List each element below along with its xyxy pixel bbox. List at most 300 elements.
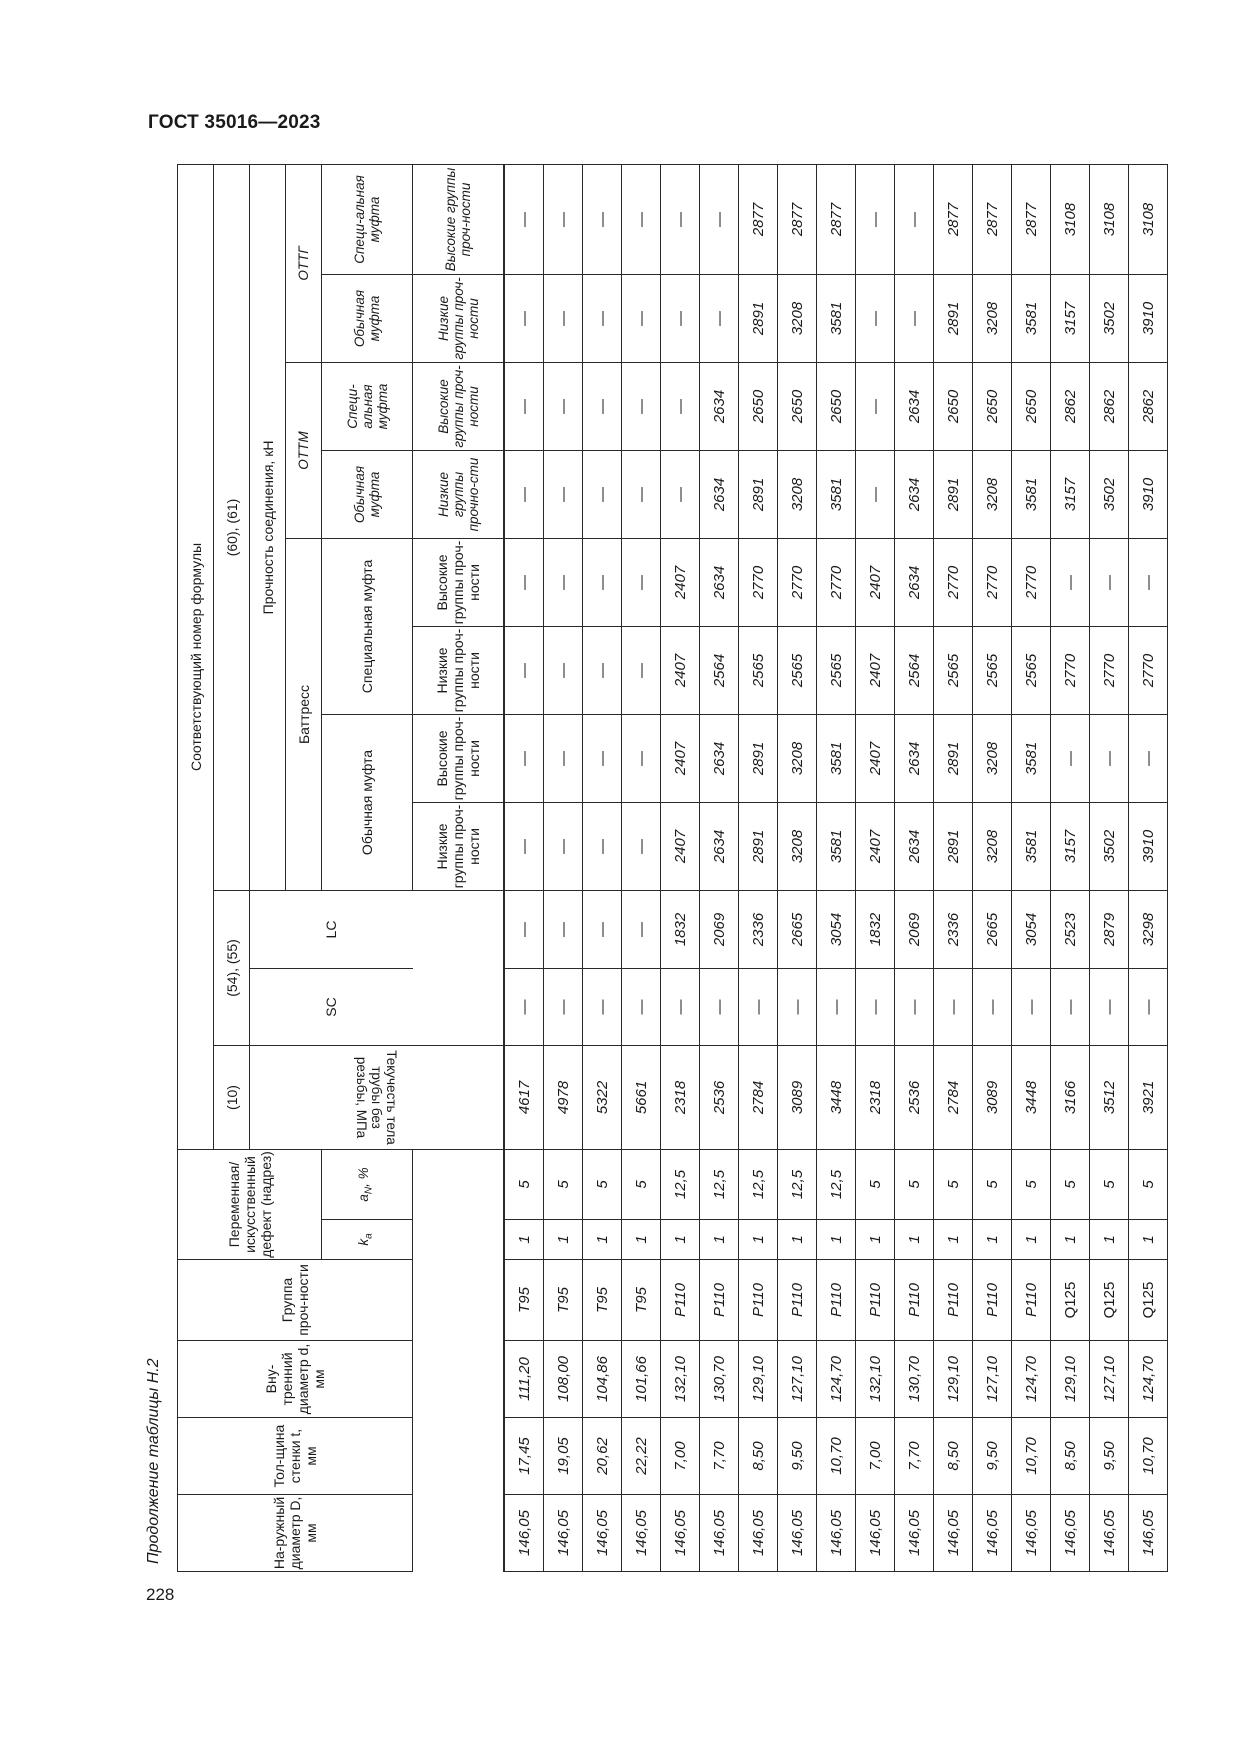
table-cell: 4978 — [544, 1045, 583, 1149]
table-cell: 2770 — [1129, 626, 1168, 714]
table-row — [504, 164, 544, 1571]
table-cell: — — [856, 164, 895, 274]
header-ottg-normal: Обычная муфта — [322, 274, 413, 362]
table-cell: 2770 — [973, 538, 1012, 626]
table-cell: — — [1090, 714, 1129, 802]
table-cell: 2634 — [895, 802, 934, 890]
table-cell: 3208 — [778, 450, 817, 538]
table-cell: 1 — [1012, 1220, 1051, 1260]
table-cell: 2565 — [973, 626, 1012, 714]
table-cell: — — [504, 538, 544, 626]
table-cell: 2336 — [934, 890, 973, 968]
table-cell: 146,05 — [583, 1495, 622, 1572]
table-cell: 2665 — [778, 890, 817, 968]
table-cell: 8,50 — [1051, 1418, 1090, 1495]
table-cell: 2407 — [661, 714, 700, 802]
header-ka: $k_a$ — [322, 1220, 413, 1260]
table-cell: — — [1129, 968, 1168, 1045]
table-cell: 2634 — [895, 450, 934, 538]
table-cell: — — [778, 968, 817, 1045]
table-cell: 5661 — [622, 1045, 661, 1149]
table-cell: 1 — [661, 1220, 700, 1260]
table-cell: 2862 — [1090, 362, 1129, 450]
table-cell: — — [1051, 538, 1090, 626]
table-cell: Q125 — [1051, 1260, 1090, 1341]
table-cell: 146,05 — [622, 1495, 661, 1572]
table-cell: 129,10 — [739, 1341, 778, 1418]
header-ottm-low: Низкие группы прочно-сти — [413, 450, 505, 538]
table-cell: 2891 — [934, 274, 973, 362]
table-cell: — — [583, 362, 622, 450]
table-cell: — — [544, 714, 583, 802]
table-cell: 1 — [622, 1220, 661, 1260]
header-ottm: ОТТМ — [286, 362, 322, 538]
table-cell: P110 — [895, 1260, 934, 1341]
table-cell: — — [661, 362, 700, 450]
table-cell: 5322 — [583, 1045, 622, 1149]
table-cell: 1 — [1129, 1220, 1168, 1260]
table-cell: P110 — [1012, 1260, 1051, 1341]
table-cell: 1 — [1051, 1220, 1090, 1260]
table-cell: P110 — [856, 1260, 895, 1341]
table-cell: 2862 — [1051, 362, 1090, 450]
table-cell: 1 — [739, 1220, 778, 1260]
table-cell: — — [856, 968, 895, 1045]
table-cell: 5 — [856, 1149, 895, 1219]
table-cell: 22,22 — [622, 1418, 661, 1495]
table-cell: 1 — [934, 1220, 973, 1260]
table-cell: 3581 — [817, 450, 856, 538]
table-cell: — — [583, 450, 622, 538]
table-row — [1129, 164, 1168, 1571]
table-cell: 2891 — [934, 802, 973, 890]
table-cell: 2565 — [778, 626, 817, 714]
table-cell: 1 — [700, 1220, 739, 1260]
table-cell: 7,00 — [856, 1418, 895, 1495]
table-body — [504, 164, 1168, 1571]
table-cell: — — [583, 714, 622, 802]
table-row — [739, 164, 778, 1571]
header-lc: LC — [250, 890, 413, 968]
table-cell: 3208 — [973, 714, 1012, 802]
header-buttress-normal-high: Высокие группы проч-ности — [413, 714, 505, 802]
table-cell: 3208 — [778, 802, 817, 890]
header-formula-54-55: (54), (55) — [214, 890, 250, 1045]
table-cell: — — [583, 626, 622, 714]
table-cell: 5 — [1090, 1149, 1129, 1219]
table-cell: — — [544, 362, 583, 450]
header-ottg-special: Специ-альная муфта — [322, 164, 413, 274]
header-strength-group: Группа проч-ности — [178, 1260, 413, 1341]
table-cell: 19,05 — [544, 1418, 583, 1495]
table-cell: 2634 — [700, 714, 739, 802]
table-cell: 2407 — [856, 802, 895, 890]
header-ottg-low: Низкие группы проч-ности — [413, 274, 505, 362]
table-cell: 2877 — [973, 164, 1012, 274]
table-cell: 3157 — [1051, 802, 1090, 890]
header-ottm-special: Специ-альная муфта — [322, 362, 413, 450]
table-cell: 2634 — [700, 538, 739, 626]
table-cell: 8,50 — [934, 1418, 973, 1495]
table-cell: 3581 — [817, 802, 856, 890]
table-cell: — — [622, 802, 661, 890]
table-cell: 12,5 — [778, 1149, 817, 1219]
table-cell: 9,50 — [1090, 1418, 1129, 1495]
table-cell: 2318 — [661, 1045, 700, 1149]
table-cell: 2891 — [739, 714, 778, 802]
table-cell: 2650 — [1012, 362, 1051, 450]
header-ottg-high: Высокие группы проч-ности — [413, 164, 505, 274]
table-cell: 124,70 — [1012, 1341, 1051, 1418]
table-cell: 2564 — [700, 626, 739, 714]
header-buttress: Баттресс — [286, 538, 322, 890]
table-cell: 3581 — [1012, 450, 1051, 538]
table-cell: 1 — [544, 1220, 583, 1260]
table-cell: 146,05 — [856, 1495, 895, 1572]
table-cell: 1 — [856, 1220, 895, 1260]
table-cell: 127,10 — [778, 1341, 817, 1418]
table-cell: 146,05 — [504, 1495, 544, 1572]
header-an: $a_N$, % — [322, 1149, 413, 1219]
table-cell: — — [1129, 538, 1168, 626]
table-cell: 130,70 — [895, 1341, 934, 1418]
table-cell: P110 — [973, 1260, 1012, 1341]
table-cell: 3502 — [1090, 802, 1129, 890]
table-cell: 5 — [895, 1149, 934, 1219]
table-cell: 1 — [583, 1220, 622, 1260]
table-cell: 2784 — [739, 1045, 778, 1149]
table-row — [700, 164, 739, 1571]
table-cell: 3502 — [1090, 274, 1129, 362]
table-row — [1051, 164, 1090, 1571]
table-cell: — — [544, 450, 583, 538]
table-cell: 2650 — [934, 362, 973, 450]
table-cell: 2336 — [739, 890, 778, 968]
table-row — [817, 164, 856, 1571]
table-cell: 10,70 — [1129, 1418, 1168, 1495]
table-cell: — — [622, 450, 661, 538]
table-cell: 146,05 — [661, 1495, 700, 1572]
table-cell: — — [700, 164, 739, 274]
table-cell: 3298 — [1129, 890, 1168, 968]
header-buttress-normal-low: Низкие группы проч-ности — [413, 802, 505, 890]
table-cell: 2877 — [1012, 164, 1051, 274]
table-cell: 12,5 — [739, 1149, 778, 1219]
table-cell: 3910 — [1129, 450, 1168, 538]
table-cell: 124,70 — [817, 1341, 856, 1418]
table-cell: — — [583, 802, 622, 890]
table-cell: 2407 — [661, 802, 700, 890]
table-cell: 3581 — [1012, 802, 1051, 890]
table-container — [177, 164, 1168, 1572]
table-row — [544, 164, 583, 1571]
table-cell: 3910 — [1129, 274, 1168, 362]
header-joint-strength: Прочность соединения, кН — [250, 164, 286, 890]
table-cell: 2407 — [856, 538, 895, 626]
table-cell: 2877 — [817, 164, 856, 274]
table-caption: Продолжение таблицы Н.2 — [145, 1358, 162, 1564]
table-cell: 2877 — [778, 164, 817, 274]
table-cell: 2407 — [856, 714, 895, 802]
table-cell: 2770 — [934, 538, 973, 626]
table-cell: — — [583, 538, 622, 626]
header-formula-number: Соответствующий номер формулы — [178, 164, 214, 1149]
table-cell: 3910 — [1129, 802, 1168, 890]
table-cell: 2891 — [739, 450, 778, 538]
table-cell: — — [544, 164, 583, 274]
table-cell: 1832 — [856, 890, 895, 968]
table-cell: — — [504, 968, 544, 1045]
table-cell: — — [973, 968, 1012, 1045]
table-cell: 5 — [622, 1149, 661, 1219]
table-cell: 146,05 — [739, 1495, 778, 1572]
table-cell: — — [583, 968, 622, 1045]
table-cell: 2891 — [934, 714, 973, 802]
table-cell: P110 — [661, 1260, 700, 1341]
table-cell: 12,5 — [700, 1149, 739, 1219]
table-cell: — — [1129, 714, 1168, 802]
table-cell: 3581 — [1012, 274, 1051, 362]
table-cell: 146,05 — [895, 1495, 934, 1572]
table-cell: 2891 — [739, 274, 778, 362]
table-cell: — — [817, 968, 856, 1045]
table-cell: — — [622, 274, 661, 362]
table-cell: 2634 — [895, 538, 934, 626]
table-cell: 132,10 — [661, 1341, 700, 1418]
table-cell: — — [504, 362, 544, 450]
table-cell: — — [1051, 968, 1090, 1045]
table-cell: — — [934, 968, 973, 1045]
table-cell: — — [700, 274, 739, 362]
table-cell: 2565 — [934, 626, 973, 714]
table-cell: 101,66 — [622, 1341, 661, 1418]
table-cell: — — [622, 626, 661, 714]
table-cell: Q125 — [1129, 1260, 1168, 1341]
table-cell: — — [504, 802, 544, 890]
table-cell: 1832 — [661, 890, 700, 968]
table-cell: 2634 — [895, 714, 934, 802]
table-row — [1090, 164, 1129, 1571]
header-buttress-special-high: Высокие группы проч-ности — [413, 538, 505, 626]
table-cell: 2784 — [934, 1045, 973, 1149]
table-cell: 3502 — [1090, 450, 1129, 538]
table-cell: 2770 — [1012, 538, 1051, 626]
table-cell: 9,50 — [778, 1418, 817, 1495]
table-cell: 10,70 — [817, 1418, 856, 1495]
table-cell: 3054 — [817, 890, 856, 968]
table-cell: — — [504, 274, 544, 362]
table-cell: 10,70 — [1012, 1418, 1051, 1495]
table-cell: 8,50 — [739, 1418, 778, 1495]
table-cell: 2770 — [817, 538, 856, 626]
table-cell: 2634 — [700, 802, 739, 890]
table-cell: 5 — [1051, 1149, 1090, 1219]
table-cell: P110 — [700, 1260, 739, 1341]
table-cell: — — [661, 450, 700, 538]
table-cell: 2650 — [739, 362, 778, 450]
table-cell: 12,5 — [817, 1149, 856, 1219]
table-cell: 2407 — [661, 538, 700, 626]
table-cell: — — [544, 802, 583, 890]
rotated-table-block — [145, 167, 1161, 1572]
table-row — [973, 164, 1012, 1571]
table-cell: — — [856, 450, 895, 538]
table-cell: 2069 — [700, 890, 739, 968]
table-cell: 108,00 — [544, 1341, 583, 1418]
table-row — [1012, 164, 1051, 1571]
table-cell: — — [504, 890, 544, 968]
table-cell: 127,10 — [973, 1341, 1012, 1418]
table-row — [622, 164, 661, 1571]
table-cell: — — [583, 274, 622, 362]
table-cell: — — [622, 362, 661, 450]
table-cell: 1 — [973, 1220, 1012, 1260]
table-cell: — — [1051, 714, 1090, 802]
table-cell: 7,70 — [700, 1418, 739, 1495]
table-cell: — — [856, 274, 895, 362]
table-cell: — — [1012, 968, 1051, 1045]
table-cell: 3054 — [1012, 890, 1051, 968]
table-cell: — — [700, 968, 739, 1045]
table-cell: — — [622, 538, 661, 626]
an-subscript: N — [363, 1186, 375, 1195]
header-sc: SC — [250, 968, 413, 1045]
table-cell: 5 — [1129, 1149, 1168, 1219]
table-cell: 2634 — [895, 362, 934, 450]
table-cell: 2564 — [895, 626, 934, 714]
table-cell: 2634 — [700, 362, 739, 450]
table-cell: 146,05 — [778, 1495, 817, 1572]
header-outer-diameter: На-ружный диаметр D, мм — [178, 1495, 413, 1572]
table-cell: 3108 — [1051, 164, 1090, 274]
table-cell: — — [622, 968, 661, 1045]
table-cell: — — [622, 890, 661, 968]
table-cell: P110 — [817, 1260, 856, 1341]
table-cell: T95 — [583, 1260, 622, 1341]
table-cell: 5 — [544, 1149, 583, 1219]
table-cell: 129,10 — [934, 1341, 973, 1418]
table-cell: 2565 — [817, 626, 856, 714]
table-cell: 1 — [895, 1220, 934, 1260]
table-cell: — — [622, 164, 661, 274]
table-cell: 5 — [973, 1149, 1012, 1219]
header-special-coupling: Специальная муфта — [322, 538, 413, 714]
table-cell: 3089 — [778, 1045, 817, 1149]
table-cell: 146,05 — [1090, 1495, 1129, 1572]
table-cell: 3108 — [1129, 164, 1168, 274]
table-cell: — — [583, 164, 622, 274]
table-cell: 3448 — [1012, 1045, 1051, 1149]
table-cell: T95 — [622, 1260, 661, 1341]
table-cell: 2665 — [973, 890, 1012, 968]
table-cell: 2650 — [817, 362, 856, 450]
table-cell: 130,70 — [700, 1341, 739, 1418]
table-cell: 3448 — [817, 1045, 856, 1149]
table-cell: 17,45 — [504, 1418, 544, 1495]
header-formula-60-61: (60), (61) — [214, 164, 250, 890]
table-cell: 2770 — [739, 538, 778, 626]
table-cell: 146,05 — [544, 1495, 583, 1572]
header-body-yield-text: Текучесть тела трубы без резьбы, МПа — [354, 1050, 399, 1145]
table-cell: 2634 — [700, 450, 739, 538]
table-cell: P110 — [934, 1260, 973, 1341]
table-cell: 124,70 — [1129, 1341, 1168, 1418]
table-cell: 2407 — [856, 626, 895, 714]
table-cell: 1 — [1090, 1220, 1129, 1260]
table-cell: 1 — [504, 1220, 544, 1260]
table-cell: 3208 — [973, 450, 1012, 538]
table-cell: 2650 — [973, 362, 1012, 450]
table-cell: 12,5 — [661, 1149, 700, 1219]
table-cell: 146,05 — [973, 1495, 1012, 1572]
header-body-yield — [250, 1045, 505, 1149]
table-cell: Q125 — [1090, 1260, 1129, 1341]
table-cell: 2891 — [739, 802, 778, 890]
table-cell: 2069 — [895, 890, 934, 968]
table-cell: 5 — [504, 1149, 544, 1219]
table-cell: — — [895, 968, 934, 1045]
header-spacer-sc — [413, 968, 505, 1045]
table-cell: — — [895, 274, 934, 362]
table-cell: — — [504, 450, 544, 538]
table-cell: 2877 — [739, 164, 778, 274]
table-cell: P110 — [739, 1260, 778, 1341]
table-cell: T95 — [544, 1260, 583, 1341]
header-formula-10: (10) — [214, 1045, 250, 1149]
table-cell: P110 — [778, 1260, 817, 1341]
table-cell: 2862 — [1129, 362, 1168, 450]
table-row — [856, 164, 895, 1571]
table-cell: 3208 — [778, 714, 817, 802]
table-cell: 3208 — [973, 274, 1012, 362]
table-cell: T95 — [504, 1260, 544, 1341]
header-spacer-lc — [413, 890, 505, 968]
table-cell: — — [661, 274, 700, 362]
table-cell: 3581 — [1012, 714, 1051, 802]
table-cell: 3921 — [1129, 1045, 1168, 1149]
table-row — [895, 164, 934, 1571]
table-row — [583, 164, 622, 1571]
table-cell: 2650 — [778, 362, 817, 450]
table-cell: 2523 — [1051, 890, 1090, 968]
header-wall-thickness: Тол-щина стенки t, мм — [178, 1418, 413, 1495]
header-buttress-special-low: Низкие группы проч-ности — [413, 626, 505, 714]
table-cell: 2536 — [895, 1045, 934, 1149]
table-cell: — — [544, 968, 583, 1045]
table-cell: — — [544, 274, 583, 362]
table-cell: — — [544, 538, 583, 626]
table-cell: 20,62 — [583, 1418, 622, 1495]
header-inner-diameter: Вну-тренний диаметр d, мм — [178, 1341, 413, 1418]
table-cell: 2879 — [1090, 890, 1129, 968]
table-cell: 1 — [778, 1220, 817, 1260]
table-cell: 1 — [817, 1220, 856, 1260]
table-cell: — — [661, 968, 700, 1045]
table-cell: 2565 — [739, 626, 778, 714]
table-cell: — — [504, 164, 544, 274]
table-cell: — — [504, 714, 544, 802]
table-cell: — — [583, 890, 622, 968]
table-cell: 7,00 — [661, 1418, 700, 1495]
header-normal-coupling: Обычная муфта — [322, 714, 413, 890]
table-row — [778, 164, 817, 1571]
table-cell: 146,05 — [934, 1495, 973, 1572]
table-cell: 4617 — [504, 1045, 544, 1149]
table-cell: 2565 — [1012, 626, 1051, 714]
table-cell: 127,10 — [1090, 1341, 1129, 1418]
table-cell: 3208 — [973, 802, 1012, 890]
table-cell: — — [739, 968, 778, 1045]
